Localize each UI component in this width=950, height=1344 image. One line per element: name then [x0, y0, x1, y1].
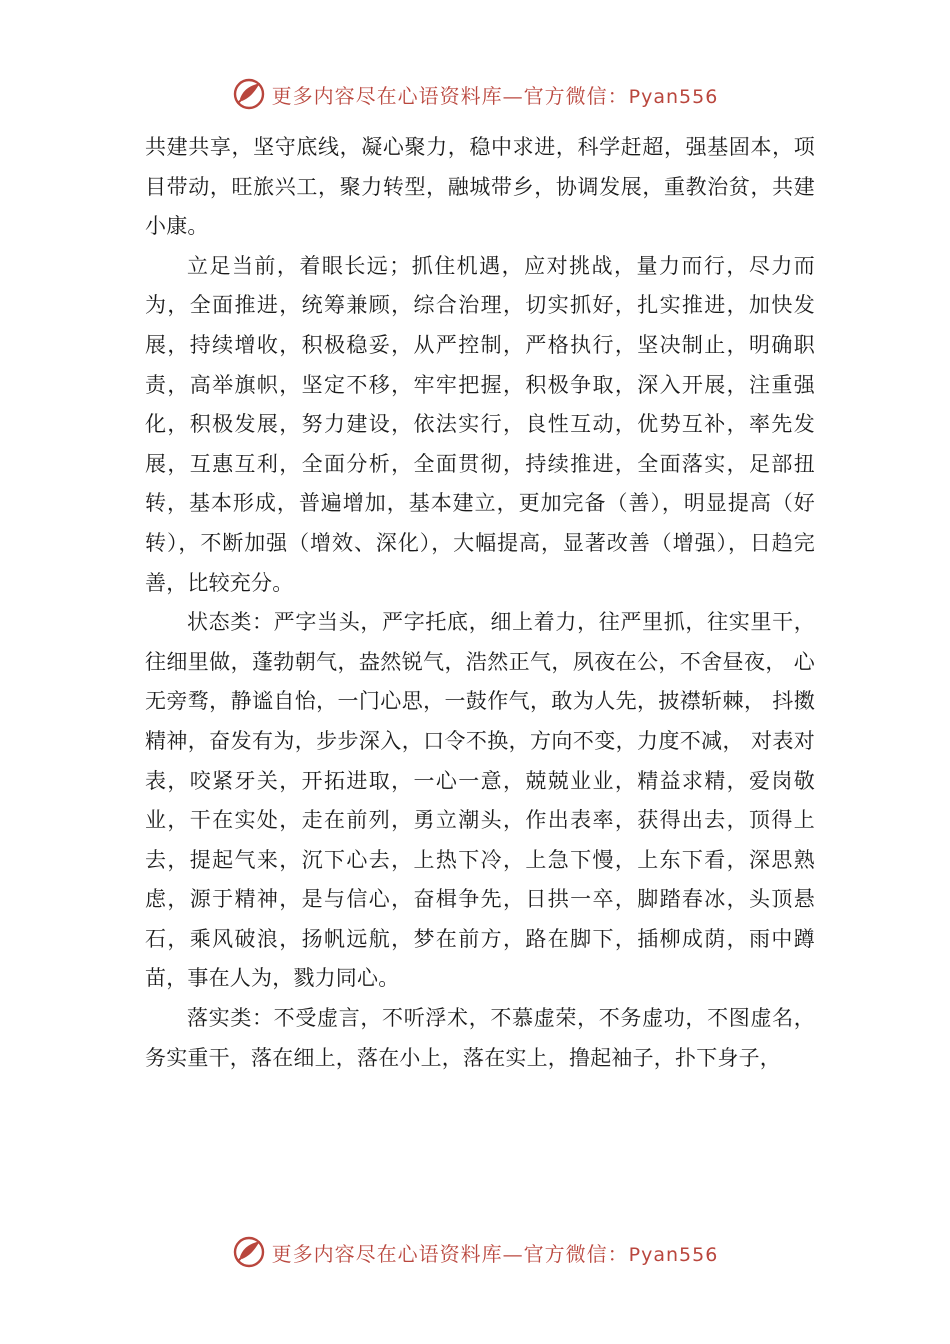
header-watermark-text: 更多内容尽在心语资料库—官方微信：Pyan556: [271, 83, 719, 108]
document-body: [145, 128, 815, 1078]
footer-watermark-text: 更多内容尽在心语资料库—官方微信：Pyan556: [271, 1241, 719, 1266]
header-watermark: [0, 74, 950, 114]
header-watermark-id: Pyan556: [628, 85, 719, 108]
leaf-logo-icon: [232, 77, 266, 111]
footer-watermark-id: Pyan556: [628, 1243, 719, 1266]
footer-watermark: [0, 1232, 950, 1272]
paragraph-1: 共建共享，坚守底线，凝心聚力，稳中求进，科学赶超，强基固本，项目带动，旺旅兴工，聚力转型，融城带乡，协调发展，重教治贫，共建小康。: [145, 135, 815, 239]
paragraph-3: 状态类：严字当头，严字托底，细上着力，往严里抓，往实里干， 往细里做，蓬勃朝气，盎然锐气，浩然正气，夙夜在公，不舍昼夜， 心无旁骛，静谧自怡，一门心思，一鼓作气，敢为人先，披襟斩棘， 抖擞精神，奋发有为，步步深入，口令不换，方向不变，力度不减， 对表对表，咬紧牙关，开拓进取，一心一意，兢兢业业，精益求精，爱岗敬业，干在实处，走在前列，勇立潮头，作出表率，获得出去，顶得上去，提起气来，沉下心去，上热下冷，上急下慢，上东下看，深思熟虑，源于精神，是与信心，奋楫争先，日拱一卒，脚踏春冰，头顶悬石，乘风破浪，扬帆远航，梦在前方，路在脚下，插柳成荫，雨中蹲苗，事在人为，戮力同心。: [145, 610, 815, 991]
leaf-logo-icon: [232, 1235, 266, 1269]
paragraph-4: 落实类：不受虚言，不听浮术，不慕虚荣，不务虚功，不图虚名， 务实重干，落在细上，落在小上，落在实上，撸起袖子，扑下身子，: [145, 1006, 815, 1070]
paragraph-2: 立足当前，着眼长远；抓住机遇，应对挑战，量力而行，尽力而为，全面推进，统筹兼顾，综合治理，切实抓好，扎实推进，加快发展，持续增收，积极稳妥，从严控制，严格执行，坚决制止，明确职责，高举旗帜，坚定不移，牢牢把握，积极争取，深入开展，注重强化，积极发展，努力建设，依法实行，良性互动，优势互补，率先发展，互惠互利，全面分析，全面贯彻，持续推进，全面落实，足部扭转，基本形成，普遍增加，基本建立，更加完备（善），明显提高（好转），不断加强（增效、深化），大幅提高，显著改善（增强），日趋完善，比较充分。: [145, 253, 815, 595]
